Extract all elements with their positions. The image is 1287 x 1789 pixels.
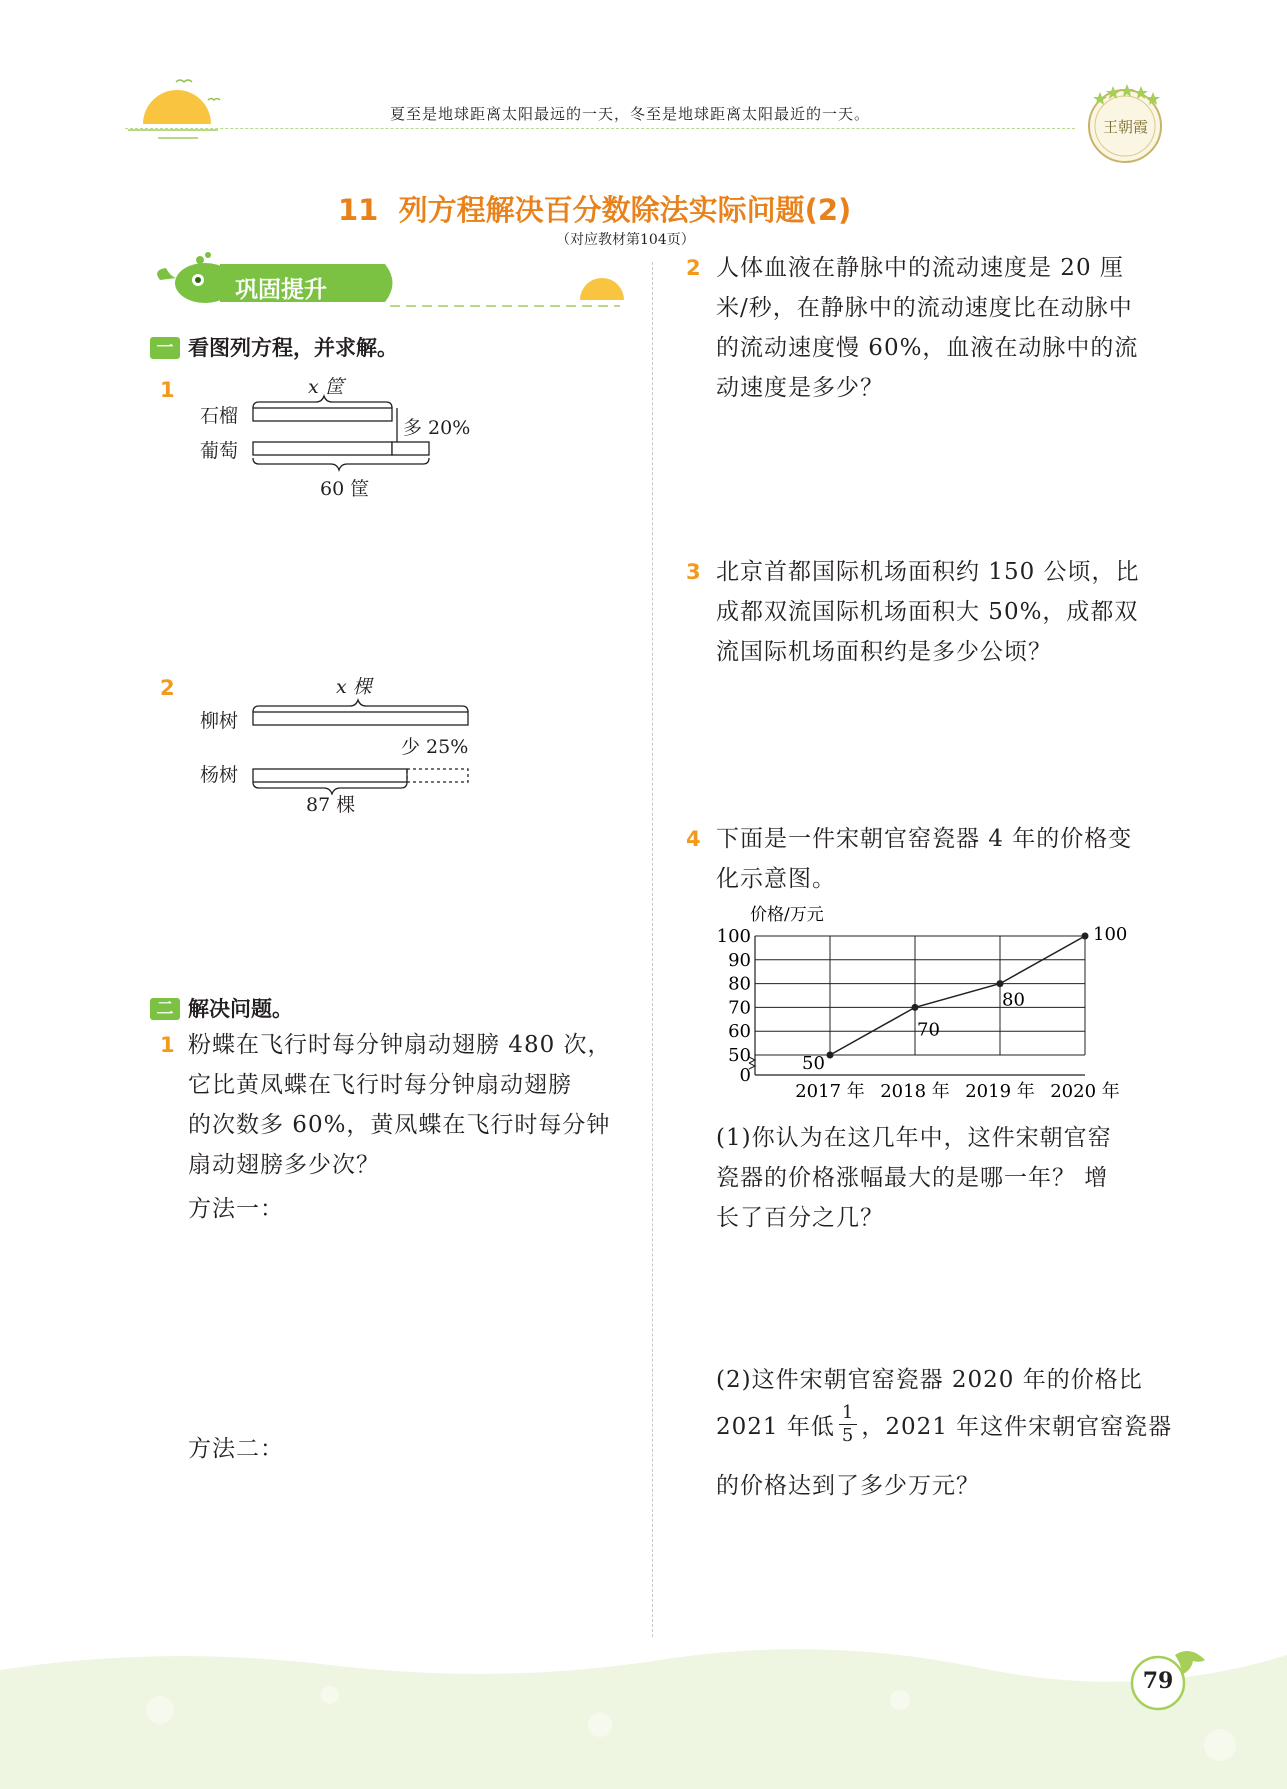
chart-xtick-label: 2018 年 (880, 1081, 950, 1102)
chart-point (997, 980, 1004, 987)
r-q4-sub1 (716, 1118, 1176, 1238)
r-q4-line: 化示意图。 (716, 866, 836, 892)
header-rule (125, 128, 1075, 129)
chart-ylabel: 价格/万元 (750, 905, 824, 925)
header-tip: 夏至是地球距离太阳最远的一天，冬至是地球距离太阳最近的一天。 (390, 105, 871, 123)
r-q4-text (716, 819, 1166, 899)
q1-row1-label: 石榴 (200, 405, 239, 427)
column-divider (652, 262, 653, 1637)
q2-diff-label: 少 25% (401, 736, 469, 758)
r-q4-sub1-line: 瓷器的价格涨幅最大的是哪一年？ 增 (716, 1165, 1109, 1191)
r-q3-line: 北京首都国际机场面积约 150 公顷，比 (716, 559, 1140, 585)
chart-ytick-label: 80 (728, 973, 751, 995)
section2-heading-text: 解决问题。 (188, 997, 293, 1021)
chart-ytick-label: 60 (728, 1021, 751, 1043)
r-q3-line: 流国际机场面积约是多少公顷？ (716, 639, 1052, 665)
r-q4-sub1-line: 长了百分之几？ (716, 1205, 884, 1231)
chart-xtick-label: 2017 年 (795, 1081, 865, 1102)
method2-label: 方法二： (188, 1436, 284, 1462)
banner-label: 巩固提升 (235, 277, 327, 303)
r-q2-line: 米/秒，在静脉中的流动速度比在动脉中 (716, 295, 1133, 321)
fraction (839, 1402, 857, 1447)
chart-data-label: 50 (802, 1053, 825, 1074)
fraction-denominator: 5 (841, 1425, 855, 1446)
q1-diff-label: 多 20% (403, 417, 471, 439)
s2-q1-number: 1 (160, 1033, 175, 1057)
chart-xtick-label: 2020 年 (1050, 1081, 1120, 1102)
r-q3-text (716, 552, 1166, 672)
method1-label: 方法一： (188, 1196, 284, 1222)
q2-segment-diagram (240, 695, 470, 795)
s1-q2-number: 2 (160, 676, 175, 700)
q1-segment-diagram (240, 390, 450, 480)
r-q3-line: 成都双流国际机场面积大 50%，成都双 (716, 599, 1139, 625)
q2-bottom-label: 87 棵 (306, 794, 356, 816)
sub2-text-b: ，2021 年这件宋朝官窑瓷器 (861, 1414, 1173, 1440)
sub2-text-a: 2021 年低 (716, 1414, 835, 1440)
chart-series-line (830, 936, 1085, 1055)
q1-bottom-label: 60 筐 (320, 478, 370, 500)
whale-banner (150, 250, 630, 310)
r-q4-sub2-line3: 的价格达到了多少万元？ (716, 1473, 980, 1499)
section2-mark: 二 (150, 998, 180, 1020)
section1-mark: 一 (150, 337, 180, 359)
title-number: 11 (338, 193, 379, 227)
chart-ytick-label: 70 (728, 997, 751, 1019)
chart-data-label: 80 (1002, 989, 1025, 1011)
q1-top-label: x 筐 (308, 376, 344, 398)
chart-xtick-label: 2019 年 (965, 1081, 1035, 1102)
s2-q1-line: 它比黄凤蝶在飞行时每分钟扇动翅膀 (188, 1072, 572, 1098)
page-title (338, 188, 851, 229)
s1-q1-number: 1 (160, 378, 175, 402)
r-q4-sub2-line1: (2)这件宋朝官窑瓷器 2020 年的价格比 (716, 1367, 1143, 1393)
footer-hills (0, 1640, 1287, 1789)
s2-q1-line: 扇动翅膀多少次？ (188, 1152, 380, 1178)
title-subtitle: （对应教材第104页） (556, 232, 695, 248)
chart-ytick-label: 90 (728, 949, 751, 971)
s2-q1-text (188, 1025, 638, 1185)
r-q2-line: 的流动速度慢 60%，血液在动脉中的流 (716, 335, 1139, 361)
r-q3-number: 3 (686, 560, 701, 584)
r-q4-number: 4 (686, 827, 701, 851)
chart-point (912, 1004, 919, 1011)
s2-q1-line: 粉蝶在飞行时每分钟扇动翅膀 480 次， (188, 1032, 612, 1058)
title-text: 列方程解决百分数除法实际问题(2) (398, 193, 852, 227)
s2-q1-line: 的次数多 60%，黄凤蝶在飞行时每分钟 (188, 1112, 611, 1138)
sun-decoration (118, 72, 228, 152)
q2-top-label: x 棵 (336, 676, 372, 698)
section1-heading (150, 332, 398, 362)
r-q2-line: 人体血液在静脉中的流动速度是 20 厘 (716, 255, 1124, 281)
fraction-numerator: 1 (839, 1402, 857, 1425)
r-q2-text (716, 248, 1166, 408)
chart-ytick-label: 0 (739, 1065, 751, 1086)
r-q2-number: 2 (686, 256, 701, 280)
r-q2-line: 动速度是多少？ (716, 375, 884, 401)
chart-point (1082, 933, 1089, 940)
logo-text: 王朝霞 (1102, 118, 1148, 136)
q1-row2-label: 葡萄 (200, 440, 239, 462)
chart-ytick-label: 100 (716, 926, 751, 947)
chart-data-label: 100 (1093, 924, 1128, 945)
r-q4-sub2-line2 (716, 1402, 1172, 1447)
q2-row2-label: 杨树 (200, 764, 239, 786)
chart-ytick-label: 50 (728, 1045, 751, 1066)
page-number: 79 (1142, 1668, 1174, 1694)
section1-heading-text: 看图列方程，并求解。 (188, 336, 398, 360)
r-q4-line: 下面是一件宋朝官窑瓷器 4 年的价格变 (716, 826, 1133, 852)
section2-heading (150, 993, 293, 1023)
price-line-chart (700, 900, 1160, 1110)
r-q4-sub1-line: (1)你认为在这几年中，这件宋朝官窑 (716, 1125, 1112, 1151)
chart-data-label: 70 (917, 1019, 940, 1041)
q2-row1-label: 柳树 (200, 710, 239, 732)
chart-point (827, 1052, 834, 1059)
